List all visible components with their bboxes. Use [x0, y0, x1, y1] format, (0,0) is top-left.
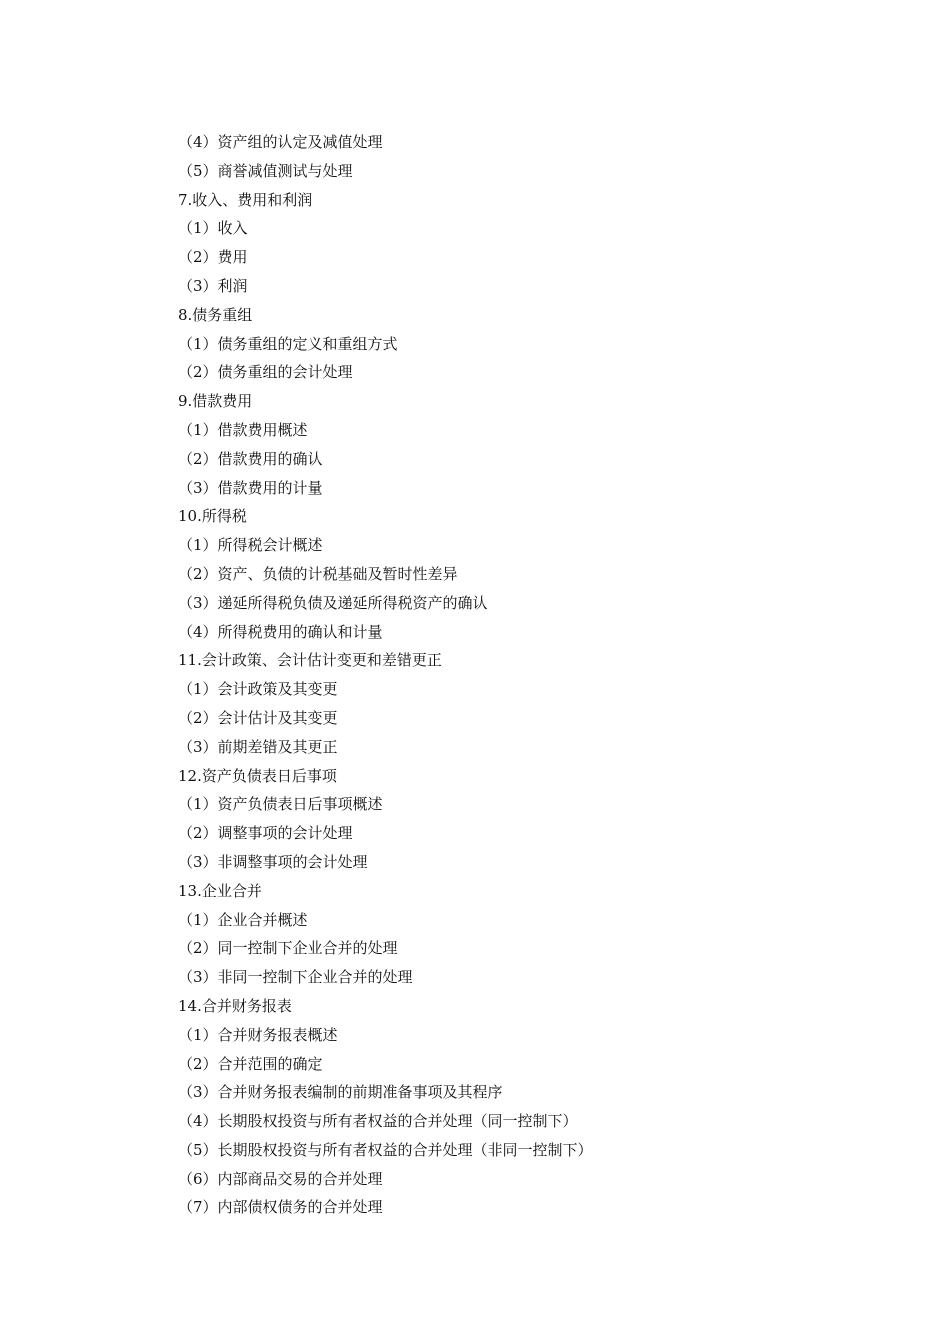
subsection-item: （3）非同一控制下企业合并的处理 — [178, 968, 413, 987]
subsection-item: （4）资产组的认定及减值处理 — [178, 133, 383, 151]
subsection-item: （5）商誉减值测试与处理 — [178, 161, 353, 180]
syllabus-outline — [178, 128, 593, 1222]
section-heading: 9.借款费用 — [178, 392, 253, 411]
subsection-item: （2）资产、负债的计税基础及暂时性差异 — [178, 564, 458, 583]
subsection-item: （1）资产负债表日后事项概述 — [178, 795, 383, 814]
section-heading: 11.会计政策、会计估计变更和差错更正 — [178, 651, 442, 670]
subsection-item: （2）债务重组的会计处理 — [178, 363, 353, 382]
subsection-item: （3）递延所得税负债及递延所得税资产的确认 — [178, 593, 488, 612]
subsection-item: （1）所得税会计概述 — [178, 536, 323, 555]
subsection-item: （1）借款费用概述 — [178, 420, 308, 439]
section-heading: 13.企业合并 — [178, 881, 262, 900]
subsection-item: （2）会计估计及其变更 — [178, 708, 338, 727]
subsection-item: （3）前期差错及其更正 — [178, 737, 338, 756]
subsection-item: （4）所得税费用的确认和计量 — [178, 622, 383, 641]
subsection-item: （5）长期股权投资与所有者权益的合并处理（非同一控制下） — [178, 1140, 593, 1159]
subsection-item: （2）合并范围的确定 — [178, 1054, 323, 1073]
subsection-item: （2）同一控制下企业合并的处理 — [178, 939, 398, 958]
subsection-item: （1）会计政策及其变更 — [178, 680, 338, 699]
subsection-item: （7）内部债权债务的合并处理 — [178, 1198, 383, 1217]
subsection-item: （1）合并财务报表概述 — [178, 1025, 338, 1044]
subsection-item: （3）合并财务报表编制的前期准备事项及其程序 — [178, 1083, 503, 1102]
subsection-item: （1）收入 — [178, 219, 248, 238]
subsection-item: （1）企业合并概述 — [178, 910, 308, 929]
subsection-item: （3）非调整事项的会计处理 — [178, 852, 368, 871]
section-heading: 14.合并财务报表 — [178, 996, 292, 1015]
subsection-item: （6）内部商品交易的合并处理 — [178, 1169, 383, 1188]
subsection-item: （4）长期股权投资与所有者权益的合并处理（同一控制下） — [178, 1112, 578, 1131]
section-heading: 10.所得税 — [178, 507, 247, 526]
subsection-item: （2）调整事项的会计处理 — [178, 824, 353, 843]
subsection-item: （3）借款费用的计量 — [178, 478, 323, 497]
subsection-item: （2）费用 — [178, 248, 248, 267]
subsection-item: （3）利润 — [178, 276, 248, 295]
subsection-item: （2）借款费用的确认 — [178, 449, 323, 468]
section-heading: 8.债务重组 — [178, 305, 253, 324]
section-heading: 12.资产负债表日后事项 — [178, 766, 337, 785]
subsection-item: （1）债务重组的定义和重组方式 — [178, 334, 398, 353]
section-heading: 7.收入、费用和利润 — [178, 190, 313, 209]
